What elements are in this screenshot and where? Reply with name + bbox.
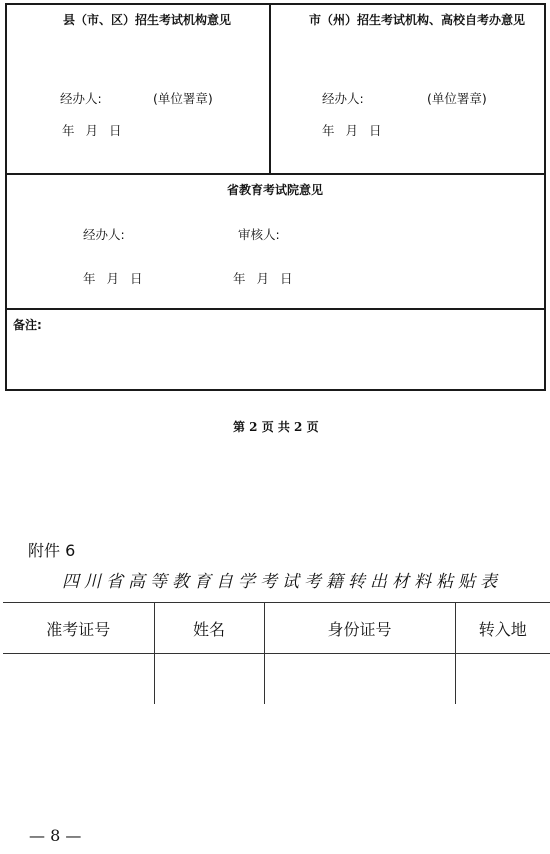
province-handler-label: 经办人: [83,227,125,242]
table-row [3,654,550,705]
month-label: 月 [345,123,359,138]
form-divider [7,173,544,175]
form-divider [269,5,271,173]
day-label: 日 [130,271,143,286]
page-info: 第 2 页 共 2 页 [233,420,319,434]
paste-table [3,602,550,704]
header-cell: 身份证号 [264,603,455,654]
table-cell [3,654,154,705]
header-cell: 姓名 [154,603,264,654]
month-label: 月 [256,271,270,286]
attachment-label: 附件 6 [28,541,76,560]
county-section-title: 县（市、区）招生考试机构意见 [63,13,232,27]
county-seal-label: (单位署章) [153,91,213,106]
month-label: 月 [85,123,99,138]
table-header-row [3,603,550,654]
page-number: — 8 — [29,826,82,845]
year-label: 年 [62,123,75,138]
city-seal-label: (单位署章) [427,91,487,106]
table-cell [154,654,264,705]
remarks-label: 备注: [13,318,42,332]
header-cell: 准考证号 [3,603,154,654]
province-handler-date [83,269,143,287]
province-section-title: 省教育考试院意见 [227,183,324,197]
city-handler-label: 经办人: [322,91,364,106]
header-cell: 转入地 [455,603,550,654]
approval-form [5,3,546,391]
province-reviewer-label: 审核人: [238,227,280,242]
province-reviewer-date [233,269,293,287]
month-label: 月 [106,271,120,286]
county-date [62,121,122,139]
year-label: 年 [83,271,96,286]
county-handler-label: 经办人: [60,91,102,106]
city-section-title: 市（州）招生考试机构、高校自考办意见 [309,13,526,27]
form-divider [7,308,544,310]
attachment-title: 四川省高等教育自学考试考籍转出材料粘贴表 [62,572,502,592]
table-cell [264,654,455,705]
city-date [322,121,382,139]
day-label: 日 [109,123,122,138]
year-label: 年 [322,123,335,138]
year-label: 年 [233,271,246,286]
table-cell [455,654,550,705]
day-label: 日 [280,271,293,286]
day-label: 日 [369,123,382,138]
